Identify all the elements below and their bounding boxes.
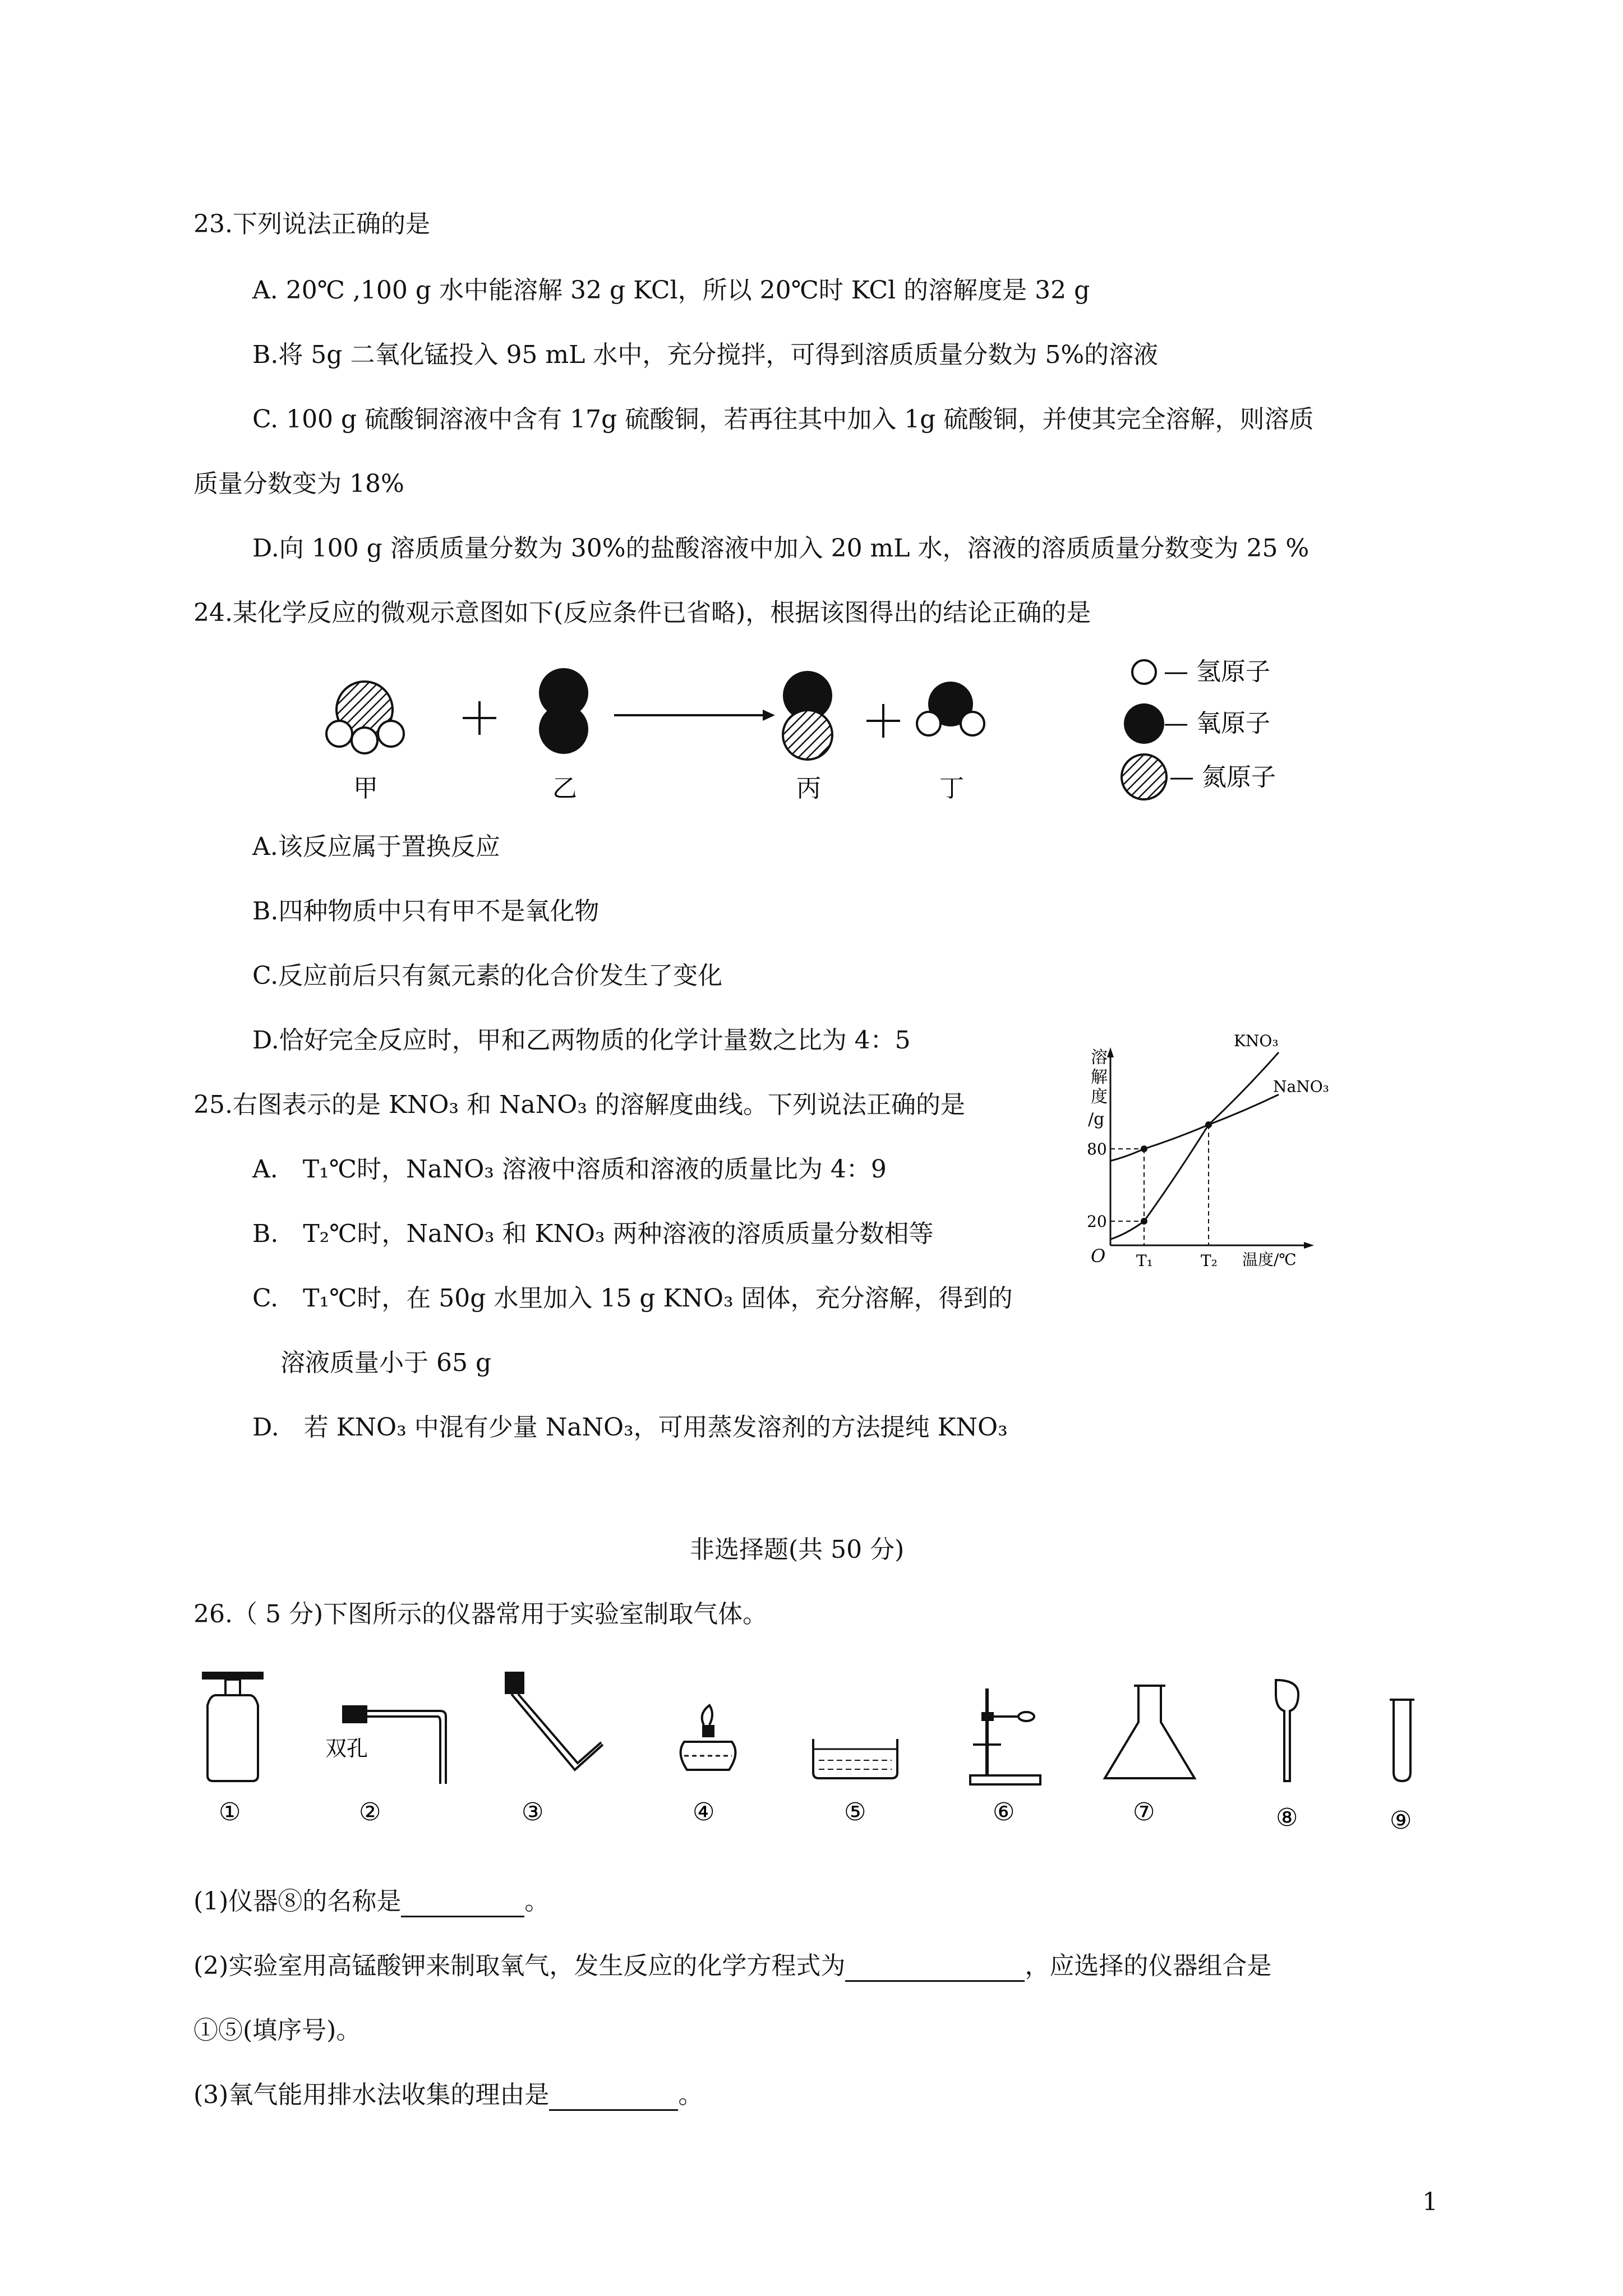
answer-blank-1[interactable] [401,1891,524,1917]
y-tick-20: 20 [1087,1212,1107,1231]
q24-option-c: C.反应前后只有氮元素的化合价发生了变化 [252,961,723,990]
legend-oxygen: — 氧原子 [1164,709,1270,738]
q23-stem: 23.下列说法正确的是 [193,210,430,238]
bent-tube-icon [505,1672,603,1770]
q23-option-c-line1: C. 100 g 硫酸铜溶液中含有 17g 硫酸铜，若再往其中加入 1g 硫酸铜，并使其完全溶解，则溶质 [252,405,1314,434]
series-line-nano3 [1110,1094,1279,1161]
q26-stem: 26.（ 5 分)下图所示的仪器常用于实验室制取气体。 [193,1600,768,1628]
q26-part3: (3)氧气能用排水法收集的理由是 。 [193,2079,703,2111]
chart-origin: O [1091,1245,1106,1267]
conical-flask-icon [1105,1686,1195,1778]
water-trough-icon [813,1739,897,1778]
q25-stem: 25.右图表示的是 KNO₃ 和 NaNO₃ 的溶解度曲线。下列说法正确的是 [193,1091,965,1119]
legend-nitrogen: — 氮原子 [1169,763,1276,792]
ylabel-1: 溶 [1091,1048,1108,1068]
page-number: 1 [1422,2188,1438,2216]
q25-option-c-line1: C. T₁℃时，在 50g 水里加入 15 g KNO₃ 固体，充分溶解，得到的 [252,1284,1013,1313]
apparatus-label-8: ⑧ [1276,1803,1298,1832]
answer-blank-3[interactable] [549,2085,678,2111]
apparatus-label-3: ③ [522,1798,544,1826]
molecule-bing [783,671,832,760]
molecule-ding [917,682,984,735]
apparatus-label-7: ⑦ [1133,1798,1155,1826]
q24-option-a: A.该反应属于置换反应 [252,832,500,861]
x-tick-T₂: T₂ [1201,1251,1218,1270]
q24-option-b: B.四种物质中只有甲不是氧化物 [252,897,600,926]
ylabel-2: 解 [1091,1068,1108,1087]
q23-option-d: D.向 100 g 溶质质量分数为 30%的盐酸溶液中加入 20 mL 水，溶液的溶质质量分数变为 25 % [252,534,1310,563]
q26-part1: (1)仪器⑧的名称是 。 [193,1886,549,1917]
answer-blank-2[interactable] [845,1955,1025,1982]
label-jia: 甲 [353,774,378,803]
series-label-nano3: NaNO₃ [1273,1077,1329,1096]
q25-option-b: B. T₂℃时，NaNO₃ 和 KNO₃ 两种溶液的溶质质量分数相等 [252,1220,934,1248]
apparatus-label-6: ⑥ [993,1798,1015,1826]
apparatus-label-2: ② [359,1798,381,1826]
funnel-icon [1276,1680,1298,1781]
apparatus-row [191,1660,1481,1862]
q23-option-b: B.将 5g 二氧化锰投入 95 mL 水中，充分搅拌，可得到溶质质量分数为 5%的溶液 [252,341,1159,369]
q25-option-d: D. 若 KNO₃ 中混有少量 NaNO₃，可用蒸发溶剂的方法提纯 KNO₃ [252,1413,1008,1442]
q23-option-c-line2: 质量分数变为 18% [193,470,404,498]
molecule-jia [326,682,404,753]
x-tick-T₁: T₁ [1136,1251,1153,1270]
q23-option-a: A. 20℃ ,100 g 水中能溶解 32 g KCl，所以 20℃时 KCl 的溶解度是 32 g [252,276,1090,305]
alcohol-lamp-icon [681,1705,736,1770]
apparatus-label-1: ① [219,1798,241,1826]
series-line-kno3 [1110,1052,1279,1239]
apparatus-label-5: ⑤ [844,1798,866,1826]
q25-option-c-line2: 溶液质量小于 65 g [280,1349,492,1377]
apparatus-label-9: ⑨ [1390,1806,1412,1835]
reaction-diagram [314,651,1352,819]
series-label-kno3: KNO₃ [1234,1032,1279,1050]
gas-bottle-icon [202,1672,264,1781]
double-hole-label: 双孔 [325,1736,368,1761]
label-bing: 丙 [796,774,821,803]
iron-stand-icon [970,1688,1040,1784]
ylabel-4: /g [1088,1110,1105,1129]
test-tube-icon [1390,1700,1414,1781]
molecule-yi [539,668,588,754]
legend-hydrogen: — 氢原子 [1164,657,1270,686]
apparatus-label-4: ④ [693,1798,715,1826]
q26-part2: (2)实验室用高锰酸钾来制取氧气，发生反应的化学方程式为 ，应选择的仪器组合是 [193,1950,1271,1982]
solubility-chart [1060,1029,1340,1276]
q24-option-d: D.恰好完全反应时，甲和乙两物质的化学计量数之比为 4：5 [252,1026,911,1055]
legend [1122,657,1276,799]
label-yi: 乙 [552,774,577,803]
y-tick-80: 80 [1087,1140,1107,1158]
xlabel: 温度/℃ [1242,1250,1297,1269]
section-heading: 非选择题(共 50 分) [690,1535,905,1564]
q24-stem: 24.某化学反应的微观示意图如下(反应条件已省略)，根据该图得出的结论正确的是 [193,599,1091,627]
label-ding: 丁 [939,774,964,803]
ylabel-3: 度 [1091,1087,1108,1107]
q25-option-a: A. T₁℃时，NaNO₃ 溶液中溶质和溶液的质量比为 4：9 [252,1155,887,1184]
q26-part2-cont: ①⑤(填序号)。 [193,2016,361,2045]
